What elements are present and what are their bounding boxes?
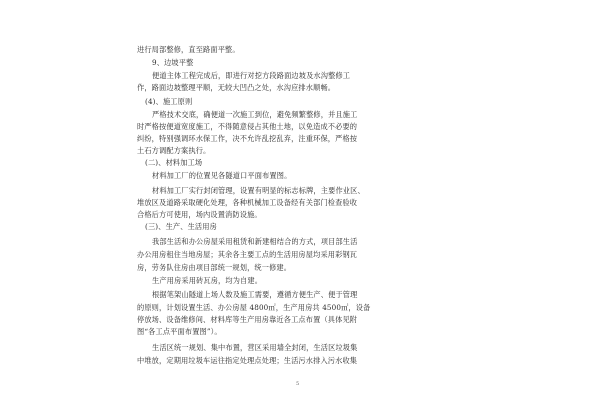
text-line: 生活区统一规划、集中布置，营区采用墙全封闭，生活区垃圾集 [152,343,358,352]
text-line: 土石方调配方案执行。 [137,146,211,155]
text-line: 我部生活和办公房屋采用租赁和新建相结合的方式，项目部生活 [152,237,358,246]
text-line: 严格技术交底，确便道一次施工到位，避免频繁整修，并且施工 [152,110,358,119]
text-line: 纠纷，特别强调环水保工作，决不允许乱挖乱弃，注重环保，严格按 [137,134,358,143]
text-line: 生产用房采用砖瓦房，均为自建。 [152,276,263,285]
text-line: 堆放区及道路采取硬化处理，各种机械加工设备经有关部门检查验收 [137,198,358,207]
text-line: 图“各工点平面布置图”）。 [137,327,222,336]
section-heading: (三)、生产、生活用房 [145,222,217,231]
section-heading: (二)、材料加工场 [145,158,203,167]
text-line: 房，劳务队住房由项目部统一规划，统一修建。 [137,263,292,272]
text-line: 进行局部整修，直至路面平整。 [137,45,240,54]
text-line: 材料加工厂实行封闭管理，设置有明显的标志标牌，主要作业区、 [152,186,365,195]
text-line: 的原则，计划设置生活、办公房屋 4800㎡，生产用房共 4500㎡，设备 [137,303,371,312]
text-line: 合格后方可使用，场内设置消防设施。 [137,210,262,219]
text-line: 中堆放，定期用垃圾车运往指定处理点处理；生活污水排入污水收集 [137,356,358,365]
text-line: 作，路面边坡整理平顺，无较大凹凸之处，水沟应排水顺畅。 [137,83,336,92]
text-line: 便道主体工程完成后，即进行对挖方段路面边坡及水沟整修工 [152,71,351,80]
section-heading: 9、边坡平整 [152,58,194,67]
text-line: 停放场、设备维修间、材料库等生产用房靠近各工点布置（具体见附 [137,315,358,324]
text-line: 根据笔架山隧道上场人数及施工需要，遵循方便生产、便于管理 [152,290,358,299]
page-number: 5 [296,381,300,387]
text-line: 办公用房租住当地房屋；其余各主要工点的生活用房屋均采用彩钢瓦 [137,250,358,259]
section-heading: (4)、施工原则 [145,97,193,106]
text-line: 时严格按便道宽度施工，不得随意侵占其他土地，以免造成不必要的 [137,122,358,131]
text-line: 材料加工厂的位置见各隧道口平面布置图。 [152,171,292,180]
